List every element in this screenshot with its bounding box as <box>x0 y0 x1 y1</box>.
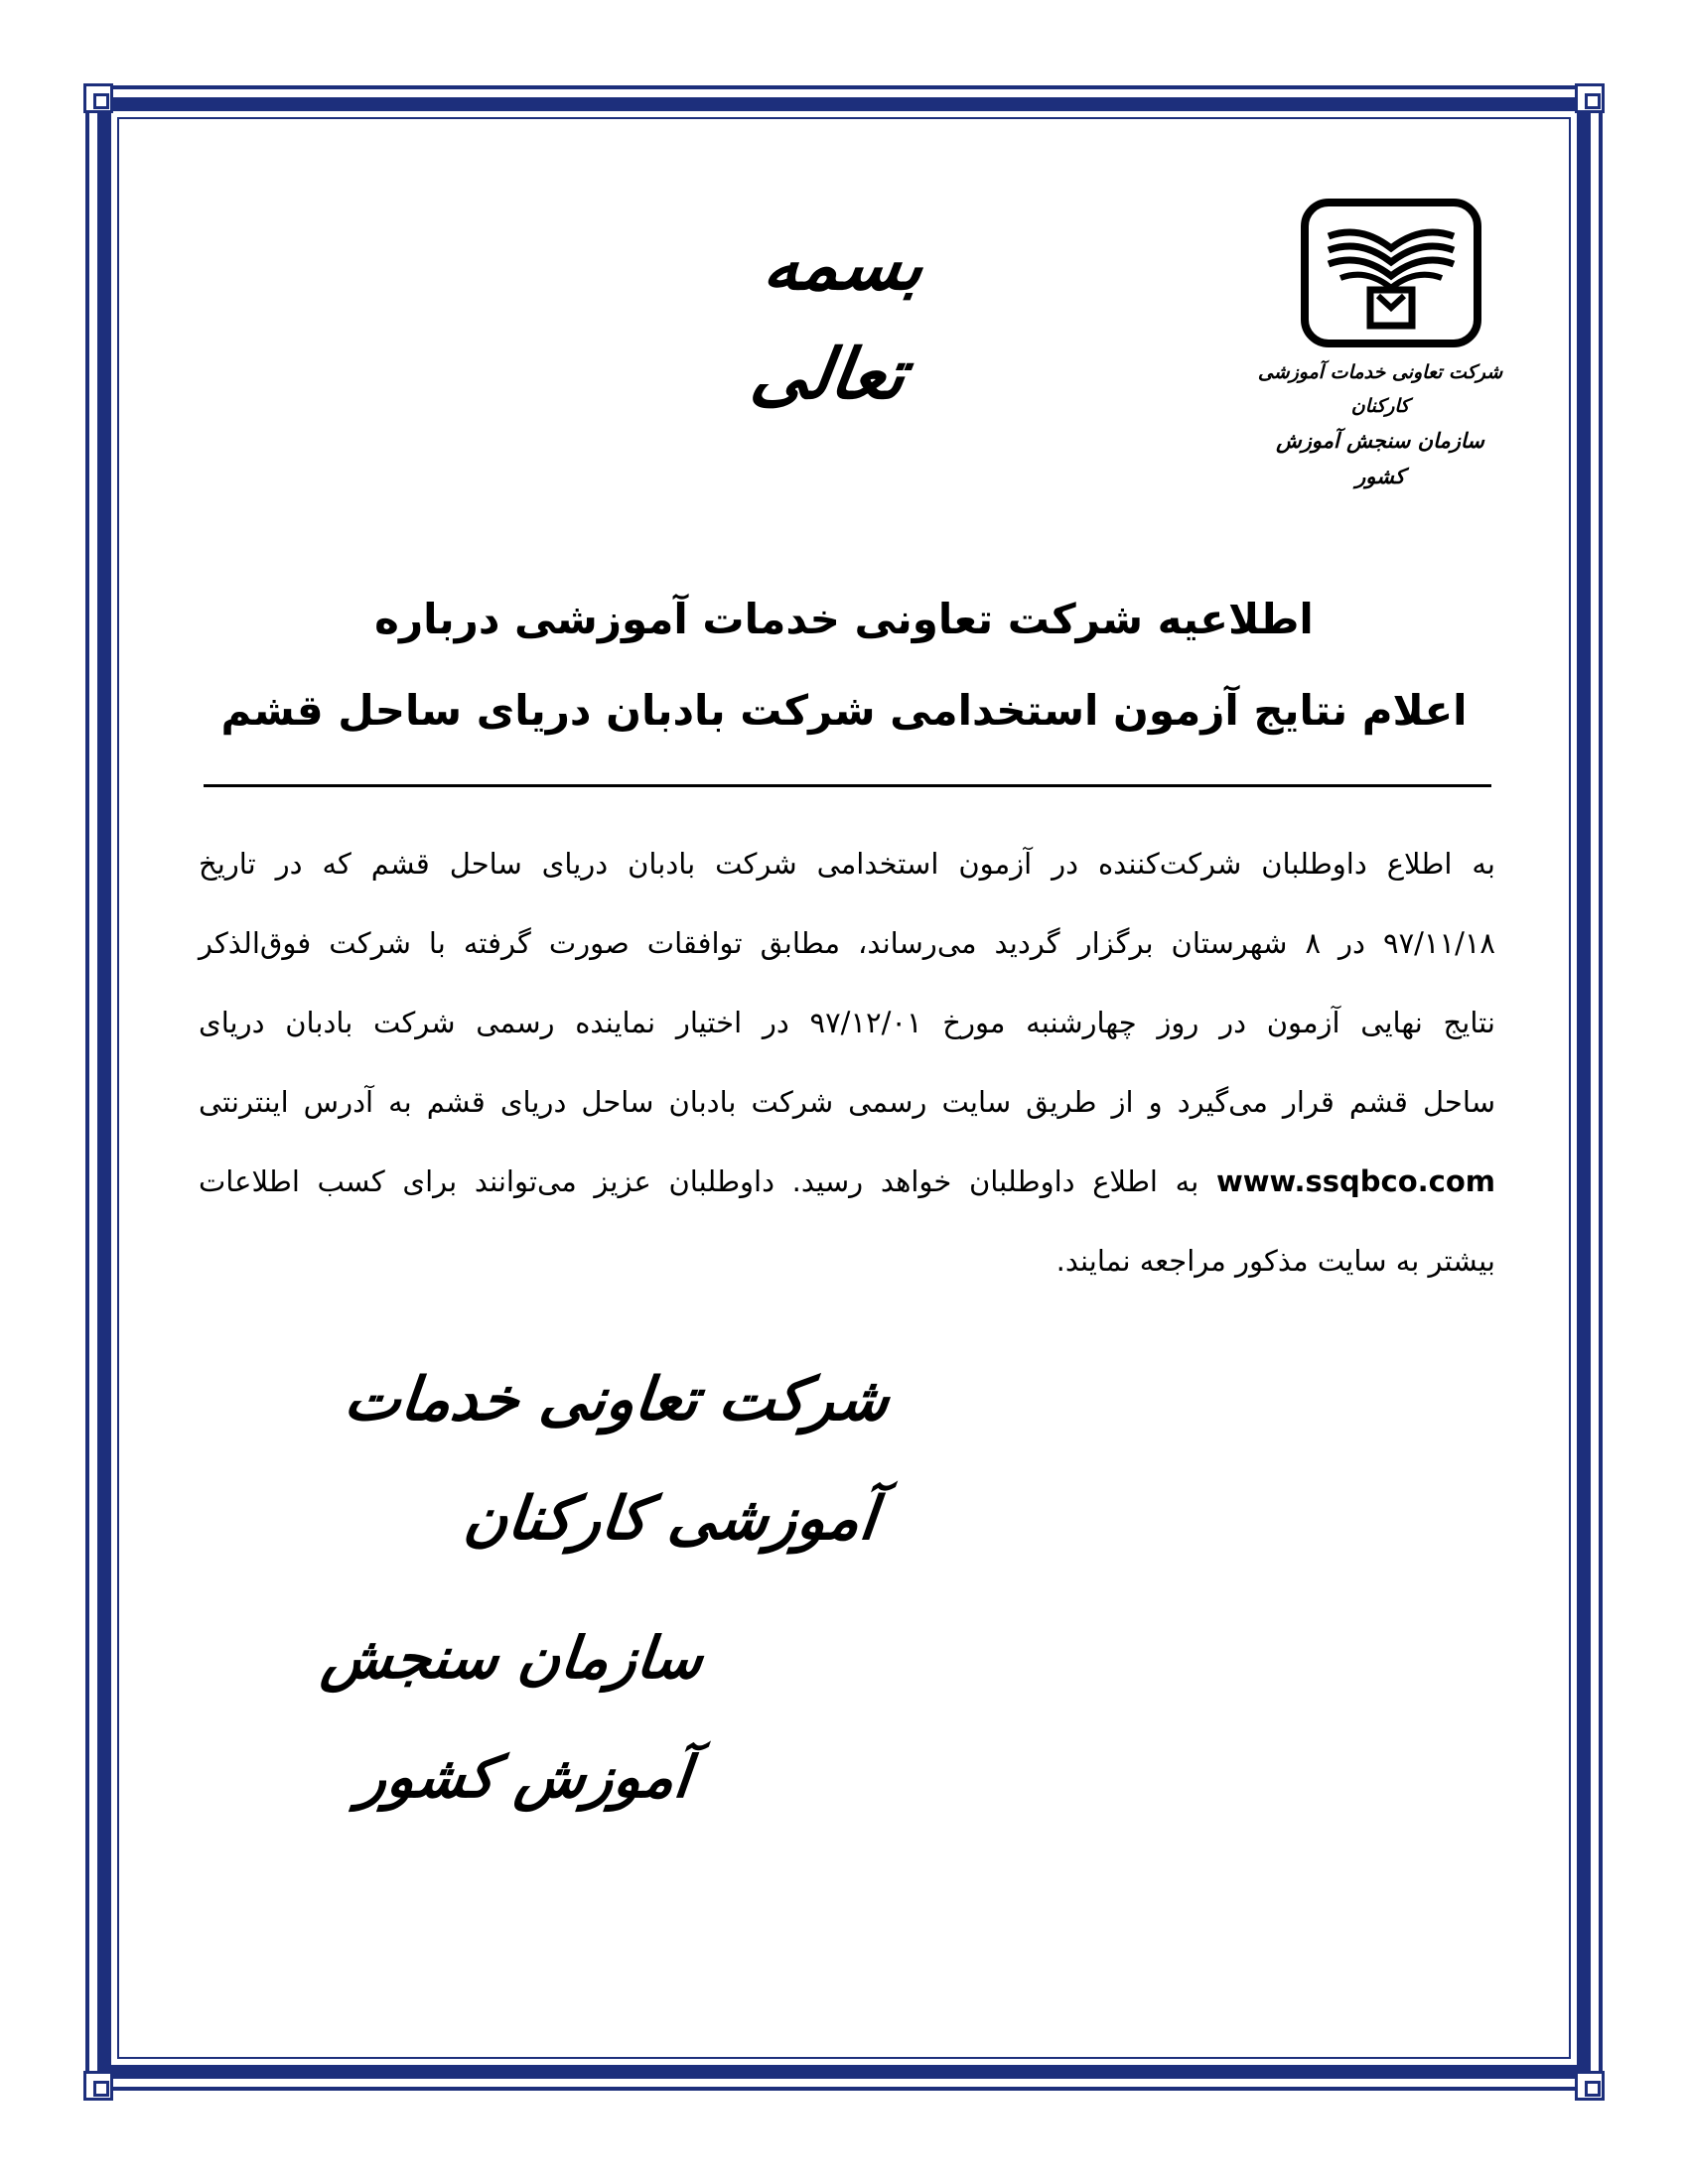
border-corner-ornament <box>1575 83 1605 113</box>
signature-line1: شرکت تعاونی خدمات آموزشی کارکنان <box>341 1365 893 1554</box>
border-corner-ornament <box>83 83 113 113</box>
border-corner-ornament <box>1575 2071 1605 2101</box>
body-line-with-url <box>199 1142 1495 1221</box>
title-divider <box>204 784 1491 787</box>
website-link[interactable]: www.ssqbco.com <box>1215 1164 1495 1198</box>
organization-logo <box>1301 199 1481 347</box>
title-line2: اعلام نتایج آزمون استخدامی شرکت بادبان دریای ساحل قشم <box>220 686 1468 735</box>
signature-line2: سازمان سنجش آموزش کشور <box>318 1624 707 1811</box>
book-logo-icon <box>1301 199 1481 347</box>
invocation-heading: بسمه تعالی <box>746 223 929 415</box>
body-line: به اطلاع داوطلبان شرکت‌کننده در آزمون استخدامی شرکت بادبان دریای ساحل قشم که در تاریخ <box>199 847 1495 881</box>
signature-block <box>168 1340 896 1837</box>
border-corner-ornament <box>83 2071 113 2101</box>
logo-caption-line2: سازمان سنجش آموزش کشور <box>1276 428 1484 488</box>
body-line: نتایج نهایی آزمون در روز چهارشنبه مورخ ۹۷/۱۲/۰۱ در اختیار نماینده رسمی شرکت بادبان دریای <box>199 1006 1495 1039</box>
title-line1: اطلاعیه شرکت تعاونی خدمات آموزشی درباره <box>374 595 1314 643</box>
body-line: ۹۷/۱۱/۱۸ در ۸ شهرستان برگزار گردید می‌رساند، مطابق توافقات صورت گرفته با شرکت فوق‌الذکر <box>199 926 1495 960</box>
body-line: بیشتر به سایت مذکور مراجعه نمایند. <box>1055 1244 1495 1278</box>
announcement-body <box>199 824 1495 1300</box>
body-line: ساحل قشم قرار می‌گیرد و از طریق سایت رسمی شرکت بادبان ساحل دریای قشم به آدرس اینترنتی <box>199 1085 1495 1119</box>
logo-caption <box>1251 355 1509 494</box>
announcement-title <box>199 581 1489 750</box>
logo-caption-line1: شرکت تعاونی خدمات آموزشی کارکنان <box>1257 361 1503 417</box>
body-line-rest: به اطلاع داوطلبان خواهد رسید. داوطلبان عزیز می‌توانند برای کسب اطلاعات <box>199 1164 1199 1198</box>
